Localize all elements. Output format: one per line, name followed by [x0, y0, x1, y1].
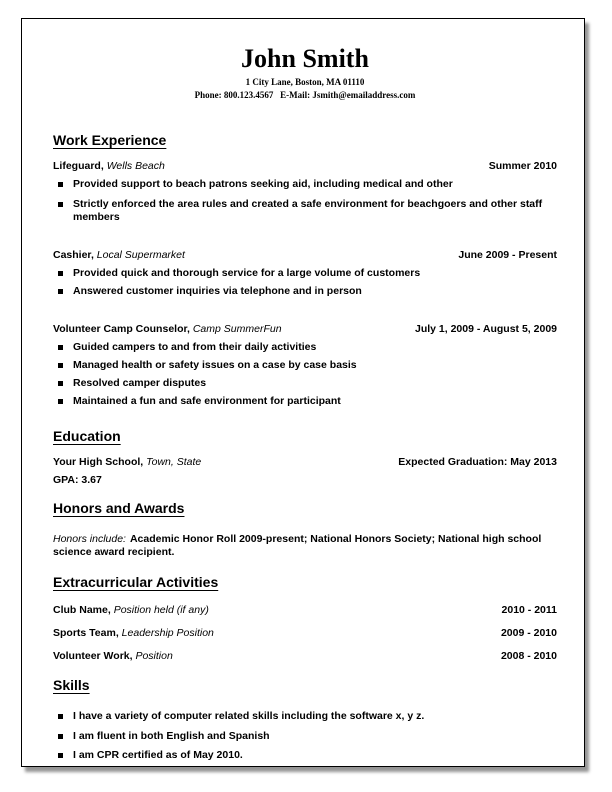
section-title-honors-awards: Honors and Awards: [53, 500, 185, 516]
honors-line: [53, 533, 557, 559]
bullet-square-icon: [58, 202, 63, 207]
job-bullet: Managed health or safety issues on a case by case basis: [53, 359, 557, 372]
section-title-education: Education: [53, 428, 121, 444]
section-education: [53, 428, 557, 487]
activity-name: Sports Team,: [53, 627, 119, 639]
resume-page: [21, 18, 585, 767]
school-name-location: [53, 456, 201, 469]
activity-name-position: [53, 650, 173, 663]
activity-name-position: [53, 604, 209, 617]
section-title-extracurricular: Extracurricular Activities: [53, 574, 219, 590]
job-header: [53, 160, 557, 173]
job-company: Wells Beach: [106, 160, 165, 172]
bullet-square-icon: [58, 289, 63, 294]
bullet-square-icon: [58, 399, 63, 404]
job-bullet: Answered customer inquiries via telephone and in person: [53, 285, 557, 298]
job-company: Camp SummerFun: [192, 323, 282, 335]
honors-lead: Honors include:: [53, 533, 126, 545]
honors-text: Academic Honor Roll 2009-present; National Honors Society; National high school science award recipient.: [53, 533, 542, 558]
bullet-square-icon: [58, 271, 63, 276]
education-school-row: [53, 456, 557, 469]
job-bullet: Provided support to beach patrons seeking aid, including medical and other: [53, 178, 557, 191]
bullet-square-icon: [58, 182, 63, 187]
contact-line: Phone: 800.123.4567 E-Mail: Jsmith@emailaddress.com: [194, 90, 416, 100]
job-header: [53, 323, 557, 336]
section-extracurricular: [53, 574, 557, 663]
activity-position: Position: [135, 650, 173, 662]
address-line: 1 City Lane, Boston, MA 01110: [245, 77, 365, 87]
school-location: Town, State: [146, 456, 202, 468]
school-name: Your High School,: [53, 456, 144, 468]
job-title: Lifeguard,: [53, 160, 104, 172]
skill-bullet: I have a variety of computer related skills including the software x, y z.: [53, 710, 557, 723]
gpa-line: GPA: 3.67: [53, 474, 102, 486]
job-bullet: Guided campers to and from their daily activities: [53, 341, 557, 354]
job-header: [53, 249, 557, 262]
bullet-square-icon: [58, 381, 63, 386]
section-honors-awards: [53, 500, 557, 559]
job-bullet: Provided quick and thorough service for a large volume of customers: [53, 267, 557, 280]
section-work-experience: [53, 132, 557, 408]
activity-row: [53, 604, 557, 617]
job-title-company: [53, 323, 282, 336]
job-bullet: Strictly enforced the area rules and created a safe environment for beachgoers and other staff members: [53, 198, 557, 224]
job-company: Local Supermarket: [96, 249, 185, 261]
job-title-company: [53, 249, 185, 262]
bullet-square-icon: [58, 753, 63, 758]
graduation-date: Expected Graduation: May 2013: [398, 456, 557, 468]
name-heading: John Smith: [241, 44, 369, 73]
bullet-square-icon: [58, 345, 63, 350]
job-date: Summer 2010: [488, 160, 557, 172]
skill-bullet: I am fluent in both English and Spanish: [53, 730, 557, 743]
activity-name-position: [53, 627, 214, 640]
bullet-square-icon: [58, 714, 63, 719]
job-title-company: [53, 160, 165, 173]
job-bullet: Resolved camper disputes: [53, 377, 557, 390]
section-skills: [53, 677, 557, 762]
resume-header: [53, 45, 557, 101]
activity-position: Leadership Position: [121, 627, 214, 639]
section-title-work-experience: Work Experience: [53, 132, 167, 148]
activity-name: Volunteer Work,: [53, 650, 133, 662]
activity-position: Position held (if any): [113, 604, 209, 616]
activity-name: Club Name,: [53, 604, 111, 616]
bullet-square-icon: [58, 363, 63, 368]
activity-row: [53, 650, 557, 663]
bullet-square-icon: [58, 734, 63, 739]
job-date: July 1, 2009 - August 5, 2009: [414, 323, 557, 335]
job-date: June 2009 - Present: [458, 249, 557, 261]
activity-date: 2010 - 2011: [501, 604, 557, 616]
activity-date: 2009 - 2010: [500, 627, 557, 639]
activity-date: 2008 - 2010: [500, 650, 557, 662]
job-title: Volunteer Camp Counselor,: [53, 323, 190, 335]
skill-bullet: I am CPR certified as of May 2010.: [53, 749, 557, 762]
job-title: Cashier,: [53, 249, 94, 261]
job-bullet: Maintained a fun and safe environment for participant: [53, 395, 557, 408]
section-title-skills: Skills: [53, 677, 90, 693]
activity-row: [53, 627, 557, 640]
